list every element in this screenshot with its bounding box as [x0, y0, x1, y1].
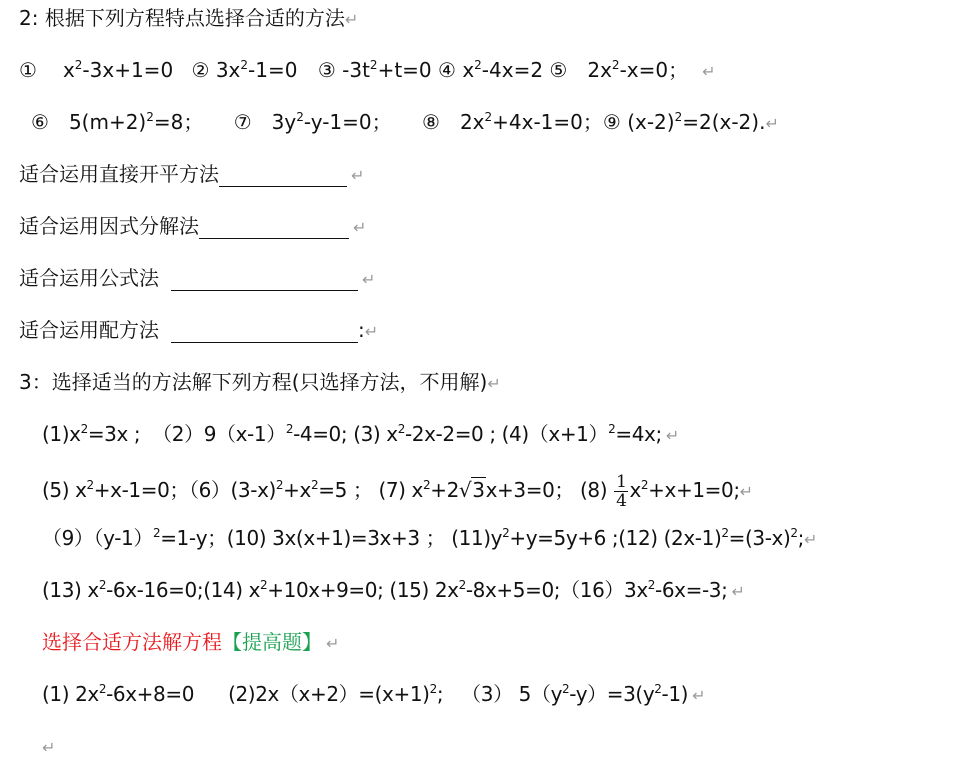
- square-root-icon: √3: [458, 478, 485, 502]
- problem-15: (15) $2x^2-8x+5=0$;: [389, 578, 561, 602]
- equation: $2x^2+4x-1=0$；: [459, 110, 603, 134]
- problem-12: (12) $(2x-1)^2=(3-x)^2$;: [618, 526, 804, 550]
- equation-row-1: [19, 57, 716, 85]
- paragraph-mark-icon: ↵: [351, 166, 365, 185]
- equation: $x^2-4x=2$: [462, 58, 544, 82]
- problem-line-3: [42, 525, 817, 553]
- circled-number: ⑥: [31, 110, 49, 134]
- problem-1: $(1)x^2=3x$ ;: [42, 422, 141, 446]
- problem-8: (8) $\frac{1}{4}$ $x^2+x+1=0$;: [579, 472, 740, 511]
- equation: $-3t^2+t=0$: [342, 58, 432, 82]
- answer-blank[interactable]: [219, 164, 347, 187]
- equation: $3x^2-1=0$: [215, 58, 298, 82]
- paragraph-mark-icon: ↵: [326, 634, 340, 653]
- answer-blank[interactable]: [199, 216, 349, 239]
- paragraph-mark-icon: ↵: [364, 322, 379, 341]
- paragraph-mark-icon: ↵: [692, 686, 706, 705]
- fill-in-completing-square: 适合运用配方法 :↵: [19, 318, 379, 342]
- problem-line-4: [42, 577, 744, 605]
- problem-3: (3) $x^2-2x-2=0$ ;: [353, 422, 496, 446]
- circled-number: ⑨: [602, 110, 621, 134]
- paragraph-mark-icon: ↵: [731, 582, 745, 601]
- problem-9: $(9)(y-1)^2=1-y$；: [42, 526, 227, 550]
- problem-7: (7) $x^2+2√3x+3=0$；: [378, 478, 574, 502]
- paragraph-mark-icon: ↵: [362, 270, 376, 289]
- answer-blank[interactable]: [171, 320, 358, 343]
- paragraph-mark-icon: ↵: [765, 114, 779, 133]
- advanced-problem-1: (1) $2x^2-6x+8=0$: [42, 682, 195, 706]
- paragraph-mark-icon: ↵: [803, 530, 817, 549]
- advanced-problem-3: （3） $5(y^2-y)=3(y^2-1)$: [461, 682, 689, 706]
- problem-6: $(6)(3-x)^2+x^2=5$ ；: [189, 478, 373, 502]
- problem-11: $(11)y^2+y=5y+6$ ;: [451, 526, 619, 550]
- fill-in-quadratic-formula: 适合运用公式法 ↵: [19, 266, 376, 290]
- advanced-heading: 选择合适方法解方程【提高题】 ↵: [42, 630, 340, 654]
- empty-paragraph: [42, 733, 55, 761]
- answer-blank[interactable]: [171, 268, 358, 291]
- advanced-problems: [42, 681, 705, 709]
- problem-4: $(4)(x+1)^2=4x$;: [501, 422, 662, 446]
- circled-number: ①: [19, 58, 37, 82]
- problem-line-1: [42, 421, 679, 449]
- equation: $(x-2)^2=2(x-2)$.: [627, 110, 766, 134]
- circled-number: ③: [317, 58, 336, 82]
- circled-number: ④: [431, 58, 456, 82]
- problem-14: (14) $x^2+10x+9=0$;: [203, 578, 384, 602]
- paragraph-mark-icon: ↵: [344, 10, 359, 29]
- paragraph-mark-icon: ↵: [487, 374, 501, 393]
- fill-in-direct-square-root: 适合运用直接开平方法 ↵: [19, 162, 365, 186]
- section2-title: 2: 根据下列方程特点选择合适的方法↵: [19, 6, 359, 30]
- problem-5: (5) $x^2+x-1=0$；: [42, 478, 189, 502]
- equation: $2x^2-x=0$；: [587, 58, 689, 82]
- fraction-one-quarter: $\frac{1}{4}$: [616, 472, 627, 511]
- section3-title: 3：选择适当的方法解下列方程(只选择方法，不用解)↵: [19, 370, 501, 394]
- paragraph-mark-icon: ↵: [702, 62, 716, 81]
- problem-16: $(16)3x^2-6x=-3$;: [560, 578, 728, 602]
- circled-number: ⑤: [549, 58, 568, 82]
- advanced-problem-2: $(2)2x(x+2)=(x+1)^2$;: [228, 682, 444, 706]
- paragraph-mark-icon: ↵: [665, 426, 679, 445]
- problem-2: $(2)9(x-1)^2-4=0$;: [146, 422, 348, 446]
- problem-line-2: [42, 473, 753, 510]
- equation: $3y^2-y-1=0$；: [271, 110, 392, 134]
- fill-in-factorization: 适合运用因式分解法 ↵: [19, 214, 367, 238]
- paragraph-mark-icon: ↵: [739, 482, 753, 501]
- paragraph-mark-icon: ↵: [353, 218, 367, 237]
- circled-number: ②: [191, 58, 210, 82]
- equation: $x^2-3x+1=0$: [62, 58, 174, 82]
- problem-10: (10) 3x(x+1)=3x+3 ；: [226, 526, 446, 550]
- problem-13: (13) $x^2-6x-16=0$;: [42, 578, 204, 602]
- circled-number: ⑦: [233, 110, 252, 134]
- circled-number: ⑧: [422, 110, 440, 134]
- equation: $5(m+2)^2=8$；: [68, 110, 204, 134]
- equation-row-2: [31, 109, 779, 137]
- paragraph-mark-icon: ↵: [42, 738, 56, 757]
